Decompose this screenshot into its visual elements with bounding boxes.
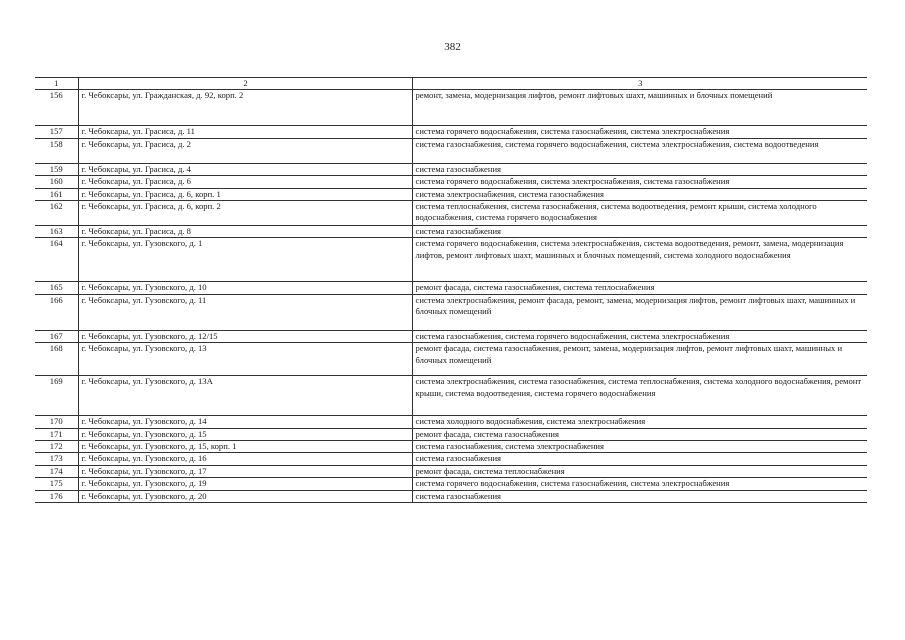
row-works: система горячего водоснабжения, система электроснабжения, система газоснабжения bbox=[412, 176, 867, 188]
row-address: г. Чебоксары, ул. Гузовского, д. 13А bbox=[78, 376, 412, 416]
table-row bbox=[35, 138, 867, 163]
row-works: система газоснабжения, система горячего водоснабжения, система электроснабжения bbox=[412, 330, 867, 342]
row-address: г. Чебоксары, ул. Гузовского, д. 19 bbox=[78, 478, 412, 490]
table-row bbox=[35, 238, 867, 282]
table-row bbox=[35, 376, 867, 416]
table-row bbox=[35, 416, 867, 428]
row-works: система горячего водоснабжения, система газоснабжения, система электроснабжения bbox=[412, 126, 867, 138]
row-number: 157 bbox=[35, 126, 78, 138]
row-number: 168 bbox=[35, 343, 78, 376]
table-row bbox=[35, 126, 867, 138]
table-row bbox=[35, 343, 867, 376]
row-number: 165 bbox=[35, 282, 78, 294]
row-number: 163 bbox=[35, 226, 78, 238]
row-address: г. Чебоксары, ул. Грасиса, д. 11 bbox=[78, 126, 412, 138]
row-address: г. Чебоксары, ул. Грасиса, д. 2 bbox=[78, 138, 412, 163]
row-address: г. Чебоксары, ул. Гузовского, д. 12/15 bbox=[78, 330, 412, 342]
table-row bbox=[35, 465, 867, 477]
table-row bbox=[35, 428, 867, 440]
row-address: г. Чебоксары, ул. Грасиса, д. 6, корп. 1 bbox=[78, 188, 412, 200]
table-row bbox=[35, 282, 867, 294]
row-number: 161 bbox=[35, 188, 78, 200]
row-works: система теплоснабжения, система газоснабжения, система водоотведения, ремонт крыши, система холодного водоснабжения, система горячего водоснабжения bbox=[412, 201, 867, 226]
row-address: г. Чебоксары, ул. Грасиса, д. 4 bbox=[78, 163, 412, 175]
row-number: 160 bbox=[35, 176, 78, 188]
row-works: система газоснабжения bbox=[412, 490, 867, 502]
table-row bbox=[35, 330, 867, 342]
row-address: г. Чебоксары, ул. Гузовского, д. 11 bbox=[78, 294, 412, 330]
row-works: система горячего водоснабжения, система газоснабжения, система электроснабжения bbox=[412, 478, 867, 490]
table-row bbox=[35, 201, 867, 226]
works-table bbox=[35, 77, 867, 503]
row-number: 159 bbox=[35, 163, 78, 175]
row-works: система горячего водоснабжения, система электроснабжения, система водоотведения, ремонт, замена, модернизация лифтов, ремонт лифтовых шахт, машинных и блочных помещений, система холодного водоснабжения bbox=[412, 238, 867, 282]
row-works: система электроснабжения, система газоснабжения, система теплоснабжения, система холодного водоснабжения, ремонт крыши, система водоотведения, система горячего водоснабжения bbox=[412, 376, 867, 416]
row-address: г. Чебоксары, ул. Грасиса, д. 8 bbox=[78, 226, 412, 238]
table-row bbox=[35, 294, 867, 330]
row-works: ремонт фасада, система теплоснабжения bbox=[412, 465, 867, 477]
row-works: ремонт фасада, система газоснабжения, ремонт, замена, модернизация лифтов, ремонт лифтовых шахт, машинных и блочных помещений bbox=[412, 343, 867, 376]
table-row bbox=[35, 176, 867, 188]
row-address: г. Чебоксары, ул. Гузовского, д. 14 bbox=[78, 416, 412, 428]
row-address: г. Чебоксары, ул. Гузовского, д. 15, корп. 1 bbox=[78, 441, 412, 453]
row-address: г. Чебоксары, ул. Гузовского, д. 1 bbox=[78, 238, 412, 282]
header-col-number: 1 bbox=[35, 78, 78, 90]
row-number: 171 bbox=[35, 428, 78, 440]
row-number: 170 bbox=[35, 416, 78, 428]
row-address: г. Чебоксары, ул. Гражданская, д. 92, корп. 2 bbox=[78, 90, 412, 126]
row-number: 174 bbox=[35, 465, 78, 477]
table-row bbox=[35, 441, 867, 453]
row-works: система газоснабжения, система горячего водоснабжения, система электроснабжения, система водоотведения bbox=[412, 138, 867, 163]
row-number: 158 bbox=[35, 138, 78, 163]
row-address: г. Чебоксары, ул. Гузовского, д. 17 bbox=[78, 465, 412, 477]
row-address: г. Чебоксары, ул. Гузовского, д. 13 bbox=[78, 343, 412, 376]
row-works: система газоснабжения bbox=[412, 226, 867, 238]
row-works: система холодного водоснабжения, система электроснабжения bbox=[412, 416, 867, 428]
row-works: система газоснабжения bbox=[412, 163, 867, 175]
table-row bbox=[35, 90, 867, 126]
row-number: 172 bbox=[35, 441, 78, 453]
row-number: 162 bbox=[35, 201, 78, 226]
row-address: г. Чебоксары, ул. Грасиса, д. 6 bbox=[78, 176, 412, 188]
table-row bbox=[35, 478, 867, 490]
row-address: г. Чебоксары, ул. Грасиса, д. 6, корп. 2 bbox=[78, 201, 412, 226]
table-header-row bbox=[35, 78, 867, 90]
table-row bbox=[35, 163, 867, 175]
row-number: 176 bbox=[35, 490, 78, 502]
row-address: г. Чебоксары, ул. Гузовского, д. 10 bbox=[78, 282, 412, 294]
table-row bbox=[35, 490, 867, 502]
table-row bbox=[35, 226, 867, 238]
row-number: 167 bbox=[35, 330, 78, 342]
table-row bbox=[35, 453, 867, 465]
row-address: г. Чебоксары, ул. Гузовского, д. 15 bbox=[78, 428, 412, 440]
header-col-works: 3 bbox=[412, 78, 867, 90]
row-number: 169 bbox=[35, 376, 78, 416]
row-address: г. Чебоксары, ул. Гузовского, д. 20 bbox=[78, 490, 412, 502]
row-number: 164 bbox=[35, 238, 78, 282]
row-address: г. Чебоксары, ул. Гузовского, д. 16 bbox=[78, 453, 412, 465]
row-number: 175 bbox=[35, 478, 78, 490]
page-number: 382 bbox=[444, 41, 461, 53]
row-works: система газоснабжения, система электроснабжения bbox=[412, 441, 867, 453]
header-col-address: 2 bbox=[78, 78, 412, 90]
row-works: ремонт фасада, система газоснабжения, система теплоснабжения bbox=[412, 282, 867, 294]
row-number: 166 bbox=[35, 294, 78, 330]
row-works: ремонт, замена, модернизация лифтов, ремонт лифтовых шахт, машинных и блочных помещений bbox=[412, 90, 867, 126]
row-works: ремонт фасада, система газоснабжения bbox=[412, 428, 867, 440]
row-works: система электроснабжения, ремонт фасада, ремонт, замена, модернизация лифтов, ремонт лифтовых шахт, машинных и блочных помещений bbox=[412, 294, 867, 330]
table-row bbox=[35, 188, 867, 200]
row-number: 156 bbox=[35, 90, 78, 126]
row-works: система газоснабжения bbox=[412, 453, 867, 465]
row-works: система электроснабжения, система газоснабжения bbox=[412, 188, 867, 200]
row-number: 173 bbox=[35, 453, 78, 465]
